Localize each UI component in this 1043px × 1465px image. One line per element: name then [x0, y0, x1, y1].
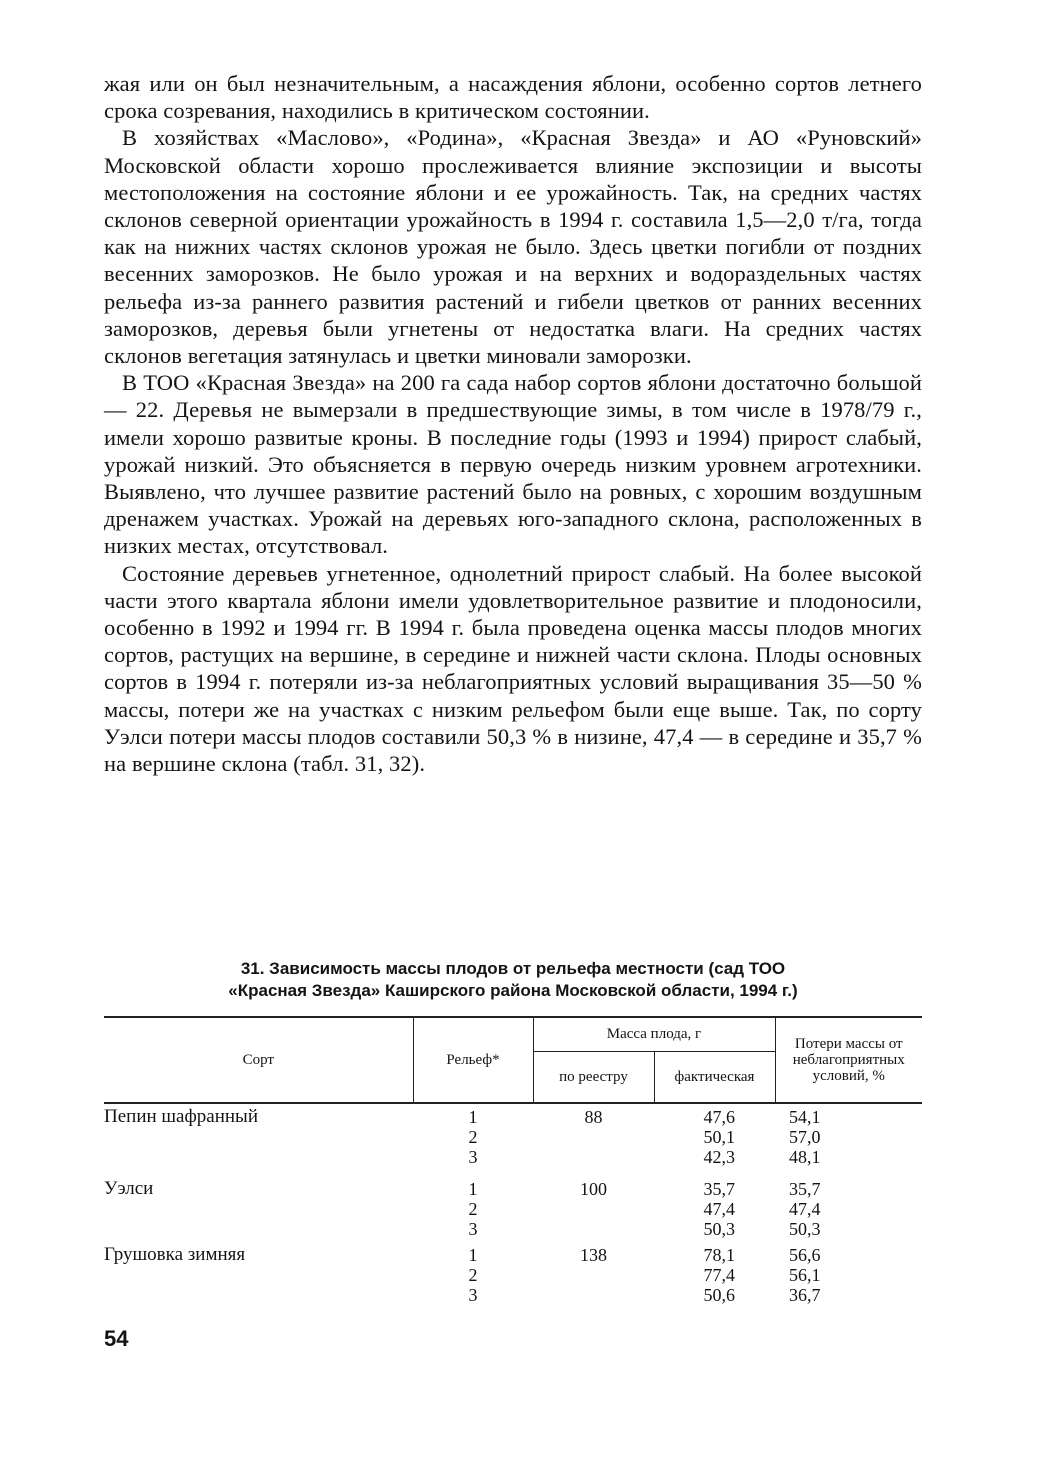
header-mass: Масса плода, г — [533, 1017, 775, 1051]
table-caption — [104, 958, 922, 1002]
table-row — [104, 1239, 922, 1305]
cell-actual: 78,1 77,4 50,6 — [703, 1245, 735, 1305]
table-row — [104, 1173, 922, 1239]
body-text — [104, 70, 922, 777]
cell-actual: 47,6 50,1 42,3 — [703, 1107, 735, 1167]
paragraph: Состояние деревьев угнетенное, однолетний прирост слабый. На более высокой части этого квартала яблони имели удовлетворительное развитие и плодоносили, особенно в 1992 и 1994 гг. В 1994 г. была проведена оценка массы плодов многих сортов, растущих на вершине, в середине и нижней части склона. Плоды основных сортов в 1994 г. потеряли из-за неблагоприятных условий выращивания 35—50 % массы, потери же на участках с низким рельефом были еще выше. Так, по сорту Уэлси потери массы плодов составили 50,3 % в низине, 47,4 — в середине и 35,7 % на вершине склона (табл. 31, 32). — [104, 560, 922, 777]
cell-losses: 35,7 47,4 50,3 — [789, 1179, 821, 1239]
cell-registry: 100 — [580, 1179, 607, 1199]
header-registry: по реестру — [533, 1051, 654, 1103]
cell-relief: 1 2 3 — [468, 1179, 478, 1239]
cell-sort: Грушовка зимняя — [104, 1244, 246, 1265]
cell-registry: 138 — [580, 1245, 607, 1265]
cell-losses: 56,6 56,1 36,7 — [789, 1245, 821, 1305]
header-sort: Сорт — [104, 1017, 413, 1103]
header-actual: фактическая — [654, 1051, 775, 1103]
cell-actual: 35,7 47,4 50,3 — [703, 1179, 735, 1239]
cell-relief: 1 2 3 — [468, 1245, 478, 1305]
table-caption-line: «Красная Звезда» Каширского района Московской области, 1994 г.) — [228, 981, 798, 1000]
table-caption-line: 31. Зависимость массы плодов от рельефа местности (сад ТОО — [240, 959, 786, 978]
cell-sort: Пепин шафранный — [104, 1106, 258, 1127]
header-losses: Потери массы от неблагоприятных условий, % — [775, 1017, 922, 1103]
paragraph: В хозяйствах «Маслово», «Родина», «Красная Звезда» и АО «Руновский» Московской области хорошо прослеживается влияние экспозиции и высоты местоположения на состояние яблони и ее урожайность. Так, на средних частях склонов северной ориентации урожайность в 1994 г. составила 1,5—2,0 т/га, тогда как на нижних частях склонов урожая не было. Здесь цветки погибли от поздних весенних заморозков. Не было урожая и на верхних и водораздельных частях рельефа из-за раннего развития растений и гибели цветков от ранних весенних заморозков, деревья были угнетены от недостатка влаги. На средних частях склонов вегетация затянулась и цветки миновали заморозки. — [104, 125, 922, 369]
header-relief: Рельеф* — [413, 1017, 533, 1103]
table-row — [104, 1103, 922, 1173]
paragraph: жая или он был незначительным, а насаждения яблони, особенно сортов летнего срока созревания, находились в критическом состоянии. — [104, 71, 922, 124]
cell-registry: 88 — [584, 1107, 603, 1127]
cell-sort: Уэлси — [104, 1178, 154, 1199]
cell-relief: 1 2 3 — [468, 1107, 478, 1167]
data-table — [104, 1016, 922, 1305]
paragraph: В ТОО «Красная Звезда» на 200 га сада набор сортов яблони достаточно большой — 22. Деревья не вымерзали в предшествующие зимы, в том числе в 1978/79 г., имели хорошо развитые кроны. В последние годы (1993 и 1994) прирост слабый, урожай низкий. Это объясняется в первую очередь низким уровнем агротехники. Выявлено, что лучшее развитие растений было на ровных, с хорошим воздушным дренажем участках. Урожай на деревьях юго-западного склона, расположенных в низких местах, отсутствовал. — [104, 370, 922, 559]
page-number: 54 — [104, 1326, 129, 1351]
cell-losses: 54,1 57,0 48,1 — [789, 1107, 821, 1167]
